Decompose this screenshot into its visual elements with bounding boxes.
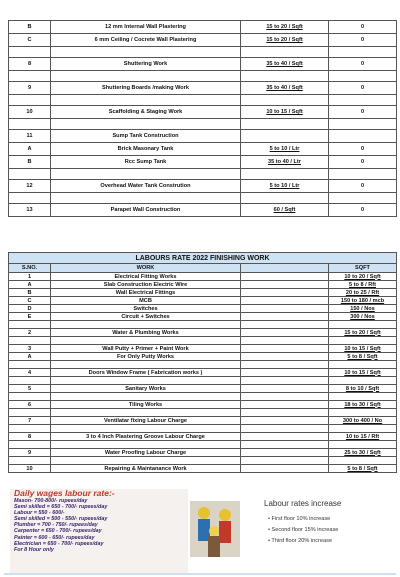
- cell-qty: 0: [329, 58, 397, 71]
- spacer-cell: [329, 193, 397, 204]
- spacer-cell: [51, 337, 241, 345]
- cell-rate: 150 / Nos: [329, 305, 397, 313]
- cell-sno: 8: [9, 433, 51, 441]
- increase-item: • Third floor 20% increase: [268, 536, 394, 547]
- cell-sno: 6: [9, 401, 51, 409]
- cell-blank: [241, 449, 329, 457]
- spacer-cell: [329, 47, 397, 58]
- header-work: WORK: [51, 264, 241, 273]
- cell-work: Doors Window Frame ( Fabrication works ): [51, 369, 241, 377]
- spacer-cell: [329, 337, 397, 345]
- spacer-cell: [9, 409, 51, 417]
- cell-sno: E: [9, 313, 51, 321]
- cell-work: Repairing & Maintanance Work: [51, 465, 241, 473]
- cell-blank: [241, 281, 329, 289]
- cell-rate: 15 to 20 / Sqft: [241, 34, 329, 47]
- cell-sno: 10: [9, 465, 51, 473]
- spacer-row: [9, 193, 397, 204]
- spacer-cell: [9, 425, 51, 433]
- table-title-row: [9, 253, 397, 264]
- spacer-cell: [51, 193, 241, 204]
- cell-work: Wall Putty + Primer + Paint Work: [51, 345, 241, 353]
- table-row: [9, 180, 397, 193]
- cell-work: 3 to 4 Inch Plastering Groove Labour Charge: [51, 433, 241, 441]
- spacer-cell: [241, 393, 329, 401]
- cell-rate: 300 / Nos: [329, 313, 397, 321]
- cell-rate: 35 to 40 / Sqft: [241, 82, 329, 95]
- spacer-row: [9, 47, 397, 58]
- cell-sno: B: [9, 21, 51, 34]
- cell-rate: 10 to 20 / Sqft: [329, 273, 397, 281]
- cell-qty: 0: [329, 156, 397, 169]
- cell-sno: A: [9, 281, 51, 289]
- cell-sno: 10: [9, 106, 51, 119]
- cell-work: Brick Masonary Tank: [51, 143, 241, 156]
- cell-work: Shuttering Work: [51, 58, 241, 71]
- cell-rate: 10 to 15 / Rft: [329, 433, 397, 441]
- table-header-row: [9, 264, 397, 273]
- table-row: [9, 353, 397, 361]
- table-row: [9, 156, 397, 169]
- page-edge: [4, 573, 396, 575]
- table-row: [9, 401, 397, 409]
- cell-blank: [241, 289, 329, 297]
- table-row: [9, 433, 397, 441]
- table-row: [9, 345, 397, 353]
- cell-rate: 5 to 8 / Sqft: [329, 353, 397, 361]
- cell-rate: 5 to 10 / Ltr: [241, 143, 329, 156]
- cell-rate: 150 to 180 / mcb: [329, 297, 397, 305]
- cell-sno: 3: [9, 345, 51, 353]
- spacer-cell: [241, 361, 329, 369]
- spacer-cell: [9, 95, 51, 106]
- cell-work: Ventilatar fixing Labour Charge: [51, 417, 241, 425]
- cell-work: Electrical Fitting Works: [51, 273, 241, 281]
- cell-sno: A: [9, 353, 51, 361]
- spacer-cell: [241, 95, 329, 106]
- spacer-cell: [241, 441, 329, 449]
- cell-sno: 9: [9, 82, 51, 95]
- table-row: [9, 465, 397, 473]
- spacer-cell: [329, 71, 397, 82]
- cell-qty: 0: [329, 34, 397, 47]
- table-row: [9, 369, 397, 377]
- cell-rate: 35 to 40 / Sqft: [241, 58, 329, 71]
- cell-sno: D: [9, 305, 51, 313]
- spacer-row: [9, 361, 397, 369]
- spacer-cell: [9, 393, 51, 401]
- cell-sno: 2: [9, 329, 51, 337]
- cell-work: Sanitary Works: [51, 385, 241, 393]
- spacer-cell: [51, 169, 241, 180]
- cell-blank: [241, 329, 329, 337]
- spacer-cell: [329, 393, 397, 401]
- cell-blank: [241, 369, 329, 377]
- cell-work: Scaffolding & Staging Work: [51, 106, 241, 119]
- cell-work: 12 mm Internal Wall Plastering: [51, 21, 241, 34]
- wage-line: Semi skilled = 500 - 550/- rupees/day: [14, 516, 108, 523]
- spacer-cell: [329, 441, 397, 449]
- spacer-row: [9, 71, 397, 82]
- wage-line: Plumber = 700 - 750/- rupees/day: [14, 522, 98, 529]
- cell-qty: 0: [329, 180, 397, 193]
- increase-item: • First floor 10% increase: [268, 514, 394, 525]
- wage-line: Painter = 600 - 650/- rupees/day: [14, 534, 95, 541]
- wage-line: Labour = 550 - 600/-: [14, 510, 65, 517]
- table-row: [9, 329, 397, 337]
- spacer-cell: [51, 441, 241, 449]
- cell-rate: 15 to 20 / Sqft: [329, 329, 397, 337]
- cell-rate: 5 to 8 / Sqft: [329, 465, 397, 473]
- cell-work: For Only Putty Works: [51, 353, 241, 361]
- cell-work: Water & Plumbing Works: [51, 329, 241, 337]
- spacer-cell: [9, 337, 51, 345]
- daily-wages-title: Daily wages labour rate:-: [14, 488, 115, 498]
- table-row: [9, 385, 397, 393]
- spacer-cell: [241, 47, 329, 58]
- cell-rate: 18 to 30 / Sqft: [329, 401, 397, 409]
- cell-rate: 60 / Sqft: [241, 204, 329, 217]
- cell-sno: 11: [9, 130, 51, 143]
- spacer-cell: [241, 457, 329, 465]
- cell-blank: [241, 345, 329, 353]
- cell-blank: [241, 297, 329, 305]
- table-row: [9, 143, 397, 156]
- table-row: [9, 417, 397, 425]
- cell-qty: [329, 130, 397, 143]
- cell-rate: 300 to 400 / No: [329, 417, 397, 425]
- spacer-cell: [51, 425, 241, 433]
- spacer-cell: [9, 361, 51, 369]
- spacer-cell: [51, 409, 241, 417]
- cell-rate: 10 to 15 / Sqft: [241, 106, 329, 119]
- cell-rate: 15 to 20 / Sqft: [241, 21, 329, 34]
- spacer-cell: [329, 321, 397, 329]
- table-row: [9, 82, 397, 95]
- cell-blank: [241, 401, 329, 409]
- daily-wages-panel: [10, 489, 188, 573]
- wage-line: Semi skilled = 650 - 700/- rupees/day: [14, 504, 108, 511]
- table-row: [9, 281, 397, 289]
- finishing-work-table: [8, 252, 397, 473]
- cell-work: 6 mm Ceiling / Cocrete Wall Plastering: [51, 34, 241, 47]
- spacer-row: [9, 425, 397, 433]
- cell-work: Tiling Works: [51, 401, 241, 409]
- cell-work: Water Proofing Labour Charge: [51, 449, 241, 457]
- cell-rate: 5 to 10 / Ltr: [241, 180, 329, 193]
- spacer-cell: [329, 95, 397, 106]
- spacer-cell: [329, 119, 397, 130]
- cell-rate: 25 to 30 / Sqft: [329, 449, 397, 457]
- cell-work: Shuttering Boards /making Work: [51, 82, 241, 95]
- cell-blank: [241, 465, 329, 473]
- cell-qty: 0: [329, 21, 397, 34]
- table-row: [9, 130, 397, 143]
- cell-work: Rcc Sump Tank: [51, 156, 241, 169]
- cell-sno: B: [9, 156, 51, 169]
- wage-line: Mason- 700-800/- rupees/day: [14, 498, 88, 504]
- spacer-row: [9, 337, 397, 345]
- spacer-row: [9, 457, 397, 465]
- workers-photo-icon: [190, 501, 240, 557]
- cell-qty: 0: [329, 143, 397, 156]
- table-row: [9, 313, 397, 321]
- table-row: [9, 297, 397, 305]
- upper-rate-table: [8, 20, 397, 217]
- spacer-cell: [51, 361, 241, 369]
- spacer-cell: [51, 95, 241, 106]
- table-row: [9, 449, 397, 457]
- spacer-row: [9, 169, 397, 180]
- rate-increase-title: Labour rates increase: [264, 499, 342, 508]
- table-row: [9, 21, 397, 34]
- cell-blank: [241, 385, 329, 393]
- spacer-cell: [241, 337, 329, 345]
- cell-rate: 8 to 10 / Sqft: [329, 385, 397, 393]
- cell-sno: 12: [9, 180, 51, 193]
- table-row: [9, 58, 397, 71]
- cell-work: Switches: [51, 305, 241, 313]
- cell-rate: 10 to 15 / Sqft: [329, 345, 397, 353]
- spacer-cell: [51, 457, 241, 465]
- wage-line: Carpenter = 650 - 700/- rupees/day: [14, 528, 102, 535]
- spacer-cell: [241, 71, 329, 82]
- spacer-cell: [51, 119, 241, 130]
- header-sqft: SQFT: [329, 264, 397, 273]
- spacer-cell: [329, 409, 397, 417]
- spacer-cell: [9, 377, 51, 385]
- cell-sno: 4: [9, 369, 51, 377]
- cell-work: Overhead Water Tank Constrution: [51, 180, 241, 193]
- cell-qty: 0: [329, 204, 397, 217]
- header-sno: S.NO.: [9, 264, 51, 273]
- cell-sno: 13: [9, 204, 51, 217]
- spacer-cell: [329, 457, 397, 465]
- spacer-row: [9, 409, 397, 417]
- spacer-cell: [9, 193, 51, 204]
- cell-sno: B: [9, 289, 51, 297]
- spacer-cell: [9, 441, 51, 449]
- cell-sno: 9: [9, 449, 51, 457]
- spacer-row: [9, 393, 397, 401]
- cell-rate: [241, 130, 329, 143]
- bottom-banner: [10, 489, 394, 573]
- spacer-cell: [51, 321, 241, 329]
- spacer-cell: [9, 457, 51, 465]
- spacer-cell: [51, 377, 241, 385]
- spacer-cell: [241, 169, 329, 180]
- cell-rate: 10 to 15 / Sqft: [329, 369, 397, 377]
- cell-rate: 5 to 8 / Rft: [329, 281, 397, 289]
- cell-blank: [241, 417, 329, 425]
- spacer-cell: [329, 377, 397, 385]
- cell-rate: 35 to 40 / Ltr: [241, 156, 329, 169]
- spacer-cell: [51, 47, 241, 58]
- spacer-cell: [329, 425, 397, 433]
- wage-line: For 8 Hour only: [14, 546, 54, 553]
- header-blank: [241, 264, 329, 273]
- cell-sno: 1: [9, 273, 51, 281]
- spacer-cell: [9, 71, 51, 82]
- cell-work: Parapet Wall Construction: [51, 204, 241, 217]
- cell-sno: 5: [9, 385, 51, 393]
- spacer-cell: [9, 47, 51, 58]
- cell-sno: C: [9, 34, 51, 47]
- cell-blank: [241, 433, 329, 441]
- cell-sno: A: [9, 143, 51, 156]
- spacer-cell: [241, 321, 329, 329]
- cell-work: Slab Construction Electric Wire: [51, 281, 241, 289]
- cell-blank: [241, 273, 329, 281]
- spacer-cell: [9, 169, 51, 180]
- spacer-cell: [241, 409, 329, 417]
- cell-sno: 8: [9, 58, 51, 71]
- cell-qty: 0: [329, 106, 397, 119]
- cell-work: Wall Electrical Fittings: [51, 289, 241, 297]
- spacer-row: [9, 377, 397, 385]
- spacer-cell: [329, 361, 397, 369]
- spacer-cell: [241, 193, 329, 204]
- spacer-cell: [241, 425, 329, 433]
- cell-work: MCB: [51, 297, 241, 305]
- spacer-cell: [51, 393, 241, 401]
- table-row: [9, 273, 397, 281]
- cell-blank: [241, 313, 329, 321]
- increase-item: • Second floor 15% increase: [268, 525, 394, 536]
- cell-work: Circuit + Switches: [51, 313, 241, 321]
- spacer-cell: [329, 169, 397, 180]
- table-row: [9, 34, 397, 47]
- table-title: LABOURS RATE 2022 FINISHING WORK: [9, 253, 397, 264]
- table-row: [9, 305, 397, 313]
- spacer-cell: [51, 71, 241, 82]
- cell-blank: [241, 305, 329, 313]
- spacer-cell: [9, 119, 51, 130]
- cell-sno: 7: [9, 417, 51, 425]
- spacer-row: [9, 321, 397, 329]
- spacer-cell: [241, 119, 329, 130]
- spacer-row: [9, 441, 397, 449]
- table-row: [9, 289, 397, 297]
- spacer-row: [9, 119, 397, 130]
- cell-sno: C: [9, 297, 51, 305]
- cell-qty: 0: [329, 82, 397, 95]
- rate-increase-panel: [242, 489, 394, 573]
- cell-blank: [241, 353, 329, 361]
- cell-work: Sump Tank Construction: [51, 130, 241, 143]
- spacer-cell: [9, 321, 51, 329]
- spacer-row: [9, 95, 397, 106]
- cell-rate: 20 to 25 / Rft: [329, 289, 397, 297]
- wage-line: Electrician = 650 - 700/- rupees/day: [14, 540, 104, 547]
- table-row: [9, 106, 397, 119]
- spacer-cell: [241, 377, 329, 385]
- table-row: [9, 204, 397, 217]
